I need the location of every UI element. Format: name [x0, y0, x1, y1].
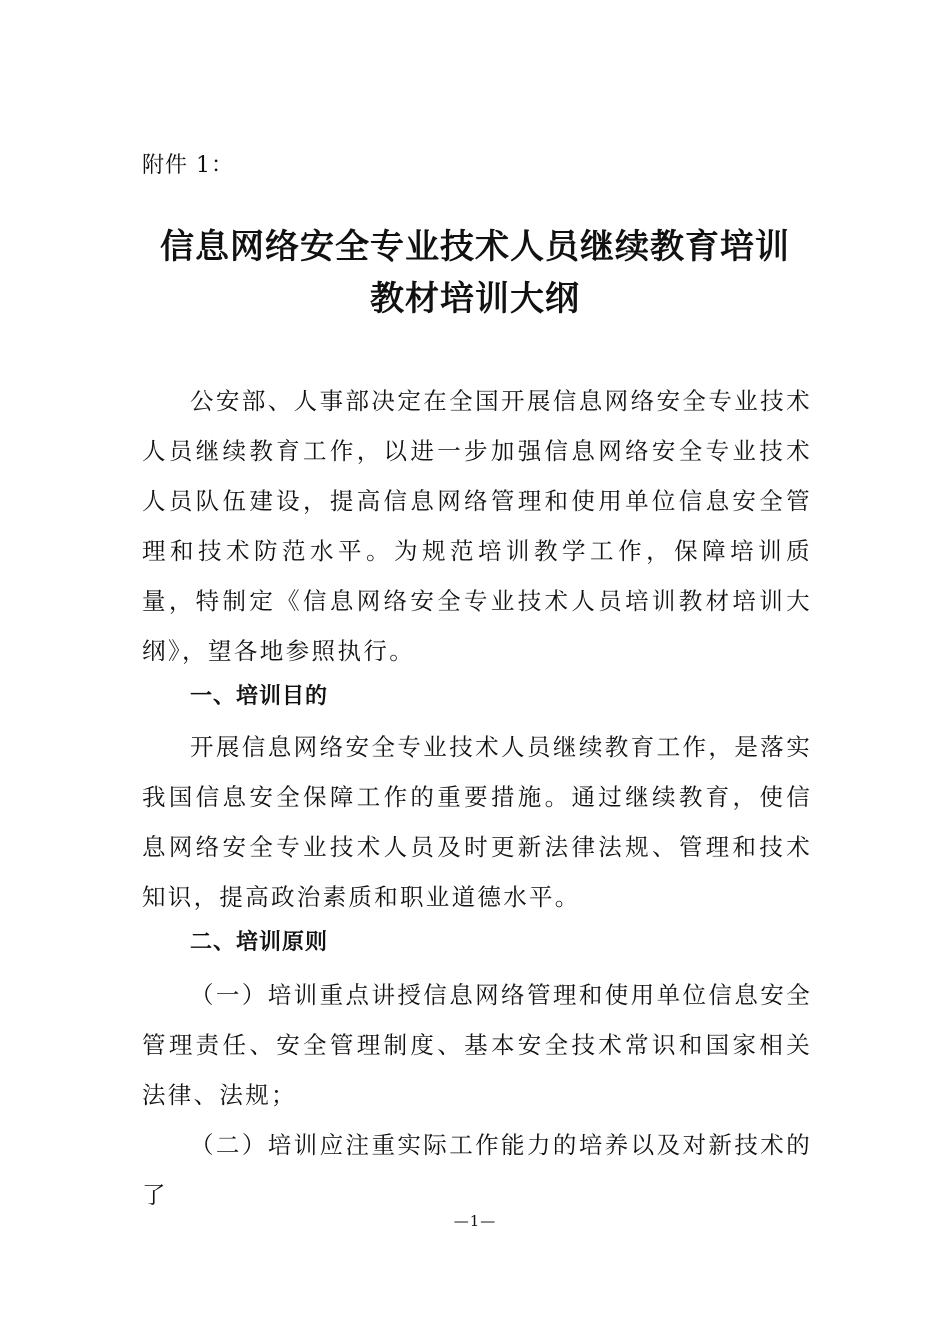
section-heading-purpose: 一、培训目的: [190, 684, 329, 709]
attachment-label: 附件 1：: [142, 153, 234, 178]
section-heading-principles: 二、培训原则: [190, 930, 329, 955]
document-title-line-1: 信息网络安全专业技术人员继续教育培训: [160, 227, 790, 267]
document-title-line-2: 教材培训大纲: [370, 279, 580, 319]
page-number: —1—: [453, 1212, 497, 1230]
principle-item-1: （一）培训重点讲授信息网络管理和使用单位信息安全管理责任、安全管理制度、基本安全技术常识和国家相关法律、法规；: [142, 981, 812, 1109]
principle-item-2: （二）培训应注重实际工作能力的培养以及对新技术的了: [142, 1131, 812, 1209]
purpose-paragraph: 开展信息网络安全专业技术人员继续教育工作，是落实我国信息安全保障工作的重要措施。通过继续教育，使信息网络安全专业技术人员及时更新法律法规、管理和技术知识，提高政治素质和职业道德水平。: [142, 733, 812, 911]
intro-paragraph: 公安部、人事部决定在全国开展信息网络安全专业技术人员继续教育工作，以进一步加强信息网络安全专业技术人员队伍建设，提高信息网络管理和使用单位信息安全管理和技术防范水平。为规范培训教学工作，保障培训质量，特制定《信息网络安全专业技术人员培训教材培训大纲》，望各地参照执行。: [142, 387, 812, 665]
